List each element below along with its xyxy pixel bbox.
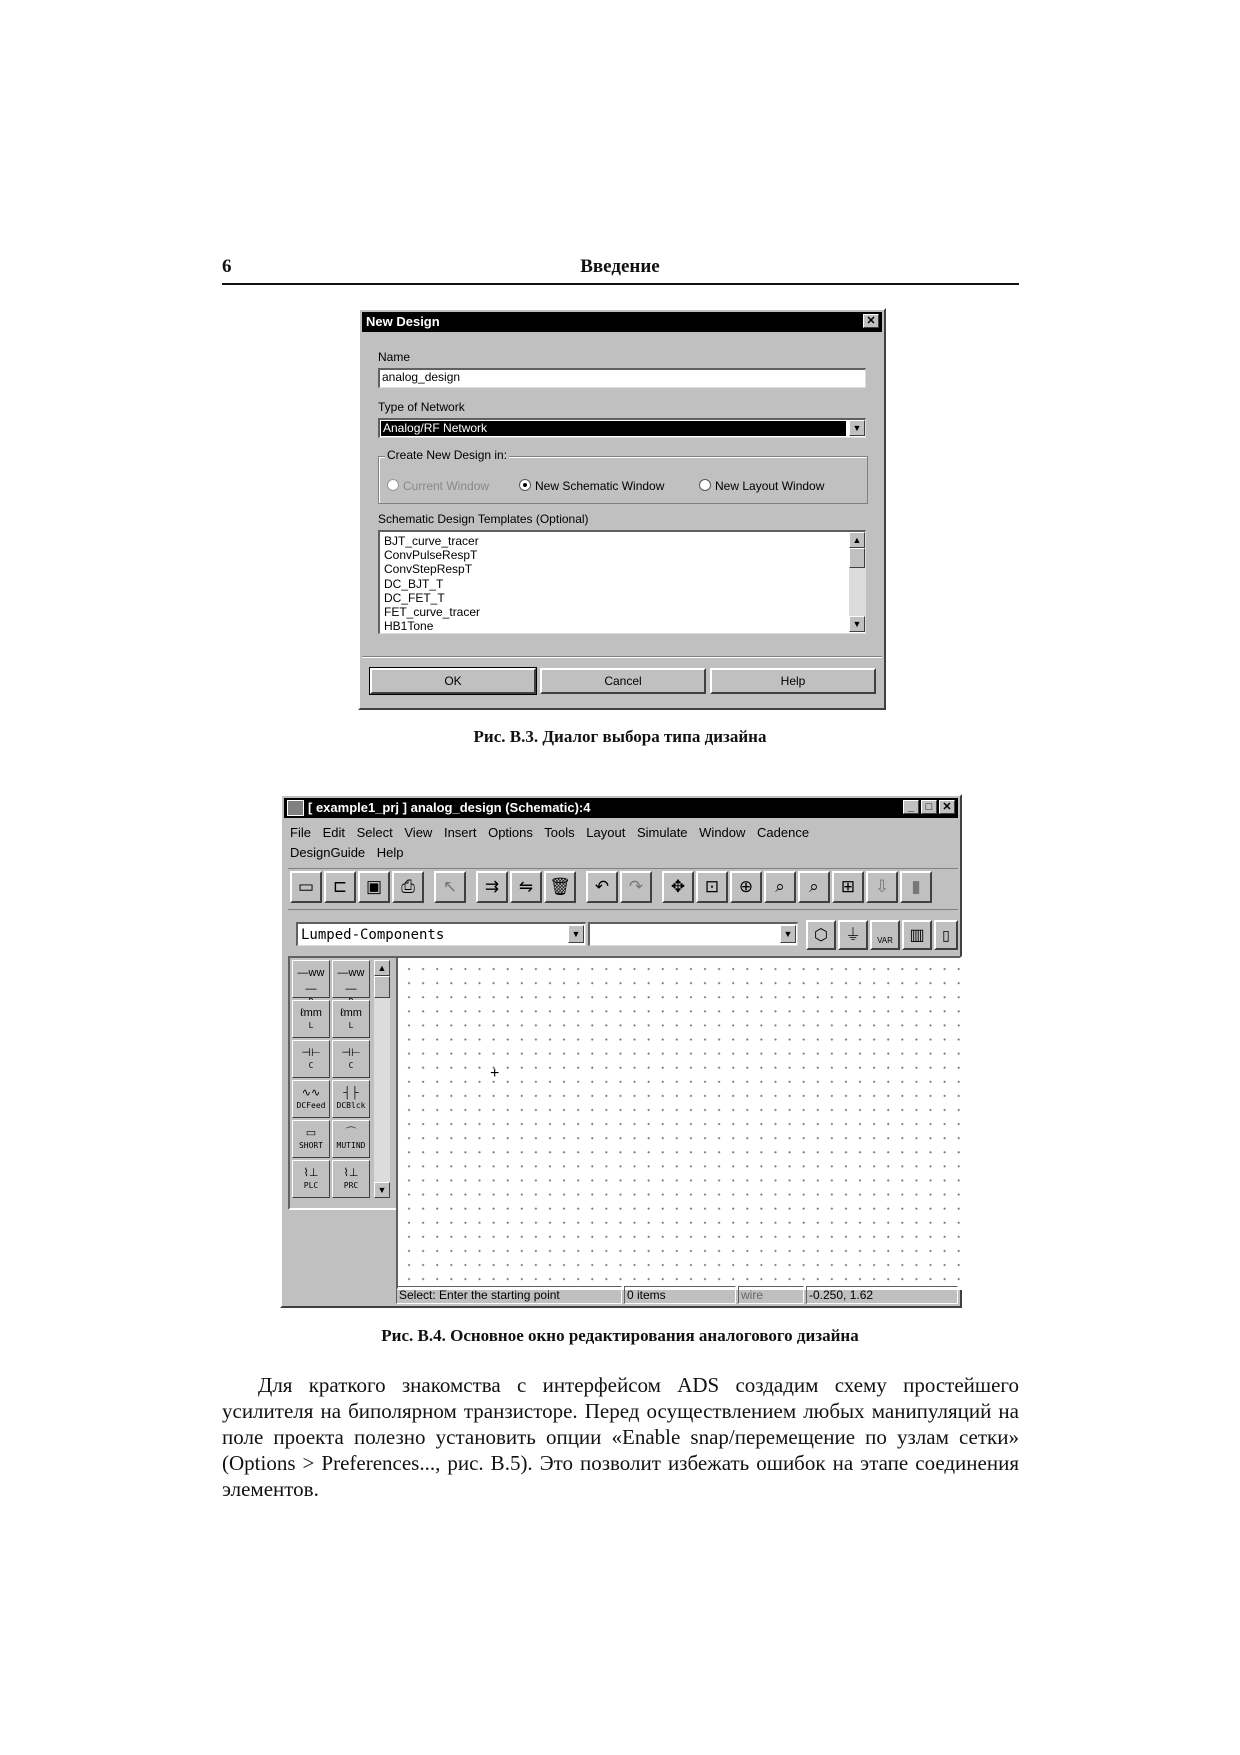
ground-icon[interactable]: ⏚ [838, 920, 868, 950]
inductor-box-icon: ℓmm [340, 1007, 362, 1019]
scroll-up-icon[interactable]: ▲ [849, 532, 865, 548]
prc-icon: ⌇⊥ [343, 1167, 359, 1179]
status-item-count: 0 items [624, 1286, 736, 1304]
window-title: [ example1_prj ] analog_design (Schematic):4 [308, 800, 591, 815]
palette-item-dcblock[interactable] [332, 1080, 370, 1118]
pointer-icon[interactable]: ↖ [434, 871, 466, 903]
menu-simulate[interactable]: Simulate [636, 825, 688, 840]
list-item[interactable]: DC_FET_T [384, 590, 445, 605]
menu-help[interactable]: Help [376, 845, 404, 860]
dialog-title: New Design [366, 314, 440, 329]
short-icon: ▭ [305, 1127, 317, 1139]
minimize-icon[interactable]: _ [903, 800, 919, 814]
maximize-icon[interactable]: □ [921, 800, 937, 814]
palette-combo[interactable] [296, 922, 586, 946]
palette-scrollbar[interactable] [374, 960, 390, 1198]
save-icon[interactable]: ▣ [358, 871, 390, 903]
crosshair-cursor: + [490, 1065, 500, 1082]
scroll-down-icon[interactable]: ▼ [374, 1182, 390, 1198]
menu-window[interactable]: Window [699, 825, 746, 840]
menu-view[interactable]: View [404, 825, 433, 840]
menu-tools[interactable]: Tools [544, 825, 575, 840]
display-template-icon[interactable]: ▯ [934, 920, 958, 950]
scroll-thumb[interactable] [849, 548, 865, 568]
flip-vertical-icon[interactable]: ⇋ [510, 871, 542, 903]
redo-icon[interactable]: ↷ [620, 871, 652, 903]
help-button[interactable]: Help [710, 668, 876, 694]
zoom-plus-icon[interactable]: ⌕ [764, 871, 796, 903]
capacitor-box-icon: ⊣⊢ [341, 1047, 361, 1059]
palette-item-label: L [308, 1021, 314, 1030]
schematic-canvas[interactable] [396, 956, 962, 1290]
status-mode: wire [738, 1286, 804, 1304]
scroll-down-icon[interactable]: ▼ [849, 616, 865, 632]
radio-layout-label: New Layout Window [715, 479, 825, 493]
zoom-out-icon[interactable]: ⌕ [798, 871, 830, 903]
fit-view-icon[interactable]: ⊞ [832, 871, 864, 903]
delete-trash-icon[interactable]: 🗑 [544, 871, 576, 903]
radio-selected-icon [519, 479, 531, 491]
radio-schematic-label: New Schematic Window [535, 479, 665, 493]
menu-layout[interactable]: Layout [586, 825, 626, 840]
palette-item-r[interactable] [292, 960, 330, 998]
palette-item-label: DCBlck [336, 1101, 366, 1110]
list-item[interactable]: FET_curve_tracer [384, 605, 481, 620]
create-in-group [378, 448, 868, 504]
zoom-in-icon[interactable]: ⊕ [730, 871, 762, 903]
inductor-icon: ℓmm [300, 1007, 322, 1019]
menu-file[interactable]: File [290, 825, 311, 840]
push-down-icon[interactable]: ⇩ [866, 871, 898, 903]
resistor-icon: —ww— [297, 967, 325, 995]
menu-bar [290, 823, 940, 863]
chevron-down-icon[interactable]: ▼ [568, 925, 584, 943]
zoom-area-icon[interactable]: ⊡ [696, 871, 728, 903]
palette-item-prc[interactable] [332, 1160, 370, 1198]
menu-options[interactable]: Options [488, 825, 533, 840]
cancel-button[interactable]: Cancel [540, 668, 706, 694]
scroll-thumb[interactable] [374, 976, 390, 998]
move-icon[interactable]: ✥ [662, 871, 694, 903]
figure-caption-b3: Рис. В.3. Диалог выбора типа дизайна [473, 727, 767, 746]
palette-item-label: C [308, 1061, 314, 1070]
radio-new-schematic[interactable] [519, 479, 664, 493]
type-select[interactable] [378, 418, 866, 438]
ok-button[interactable]: OK [370, 668, 536, 694]
close-icon[interactable]: ✕ [863, 314, 879, 328]
list-item[interactable]: ConvStepRespT [384, 562, 473, 577]
port-icon[interactable]: ⬡ [806, 920, 836, 950]
schematic-window [280, 794, 962, 1308]
window-titlebar [284, 798, 958, 818]
name-label: Name [378, 350, 411, 364]
palette-item-label: MUTIND [336, 1141, 366, 1150]
palette-item-c[interactable] [292, 1040, 330, 1078]
dialog-titlebar [362, 312, 882, 332]
var-icon[interactable] [870, 920, 900, 950]
radio-current-window[interactable] [387, 479, 489, 493]
list-item[interactable]: DC_BJT_T [384, 576, 444, 591]
component-history-combo[interactable] [588, 922, 798, 946]
palette-item-label: L [348, 1021, 354, 1030]
new-design-dialog [358, 308, 886, 710]
palette-item-label: PRC [343, 1181, 359, 1190]
chevron-down-icon[interactable]: ▼ [780, 925, 796, 943]
scroll-up-icon[interactable]: ▲ [374, 960, 390, 976]
status-bar [396, 1286, 958, 1304]
type-label: Type of Network [378, 400, 465, 414]
dcfeed-icon: ∿∿ [301, 1087, 321, 1099]
palette-item-label: PLC [303, 1181, 319, 1190]
palette-item-l-box[interactable] [332, 1000, 370, 1038]
palette-item-label: C [348, 1061, 354, 1070]
page-number: 6 [222, 256, 232, 277]
button-separator [362, 656, 882, 658]
templates-list[interactable] [378, 530, 866, 634]
body-paragraph: Для краткого знакомства с интерфейсом ADS создадим схему простейшего усилителя на биполярном транзисторе. Перед осуществлением любых манипуляций на поле проекта полезно установить опции «Enable snap/перемещение по узлам сетки» (Options > Preferences..., рис. В.5). Это позволит избежать ошибок на этапе соединения элементов. [222, 1373, 1019, 1501]
menu-cadence[interactable]: Cadence [757, 825, 810, 840]
status-message: Select: Enter the starting point [396, 1286, 622, 1304]
group-label: Create New Design in: [387, 448, 508, 462]
dcblock-icon: ┤├ [343, 1087, 359, 1099]
name-input[interactable]: analog_design [378, 368, 866, 388]
menu-insert[interactable]: Insert [443, 825, 477, 840]
radio-new-layout[interactable] [699, 479, 824, 493]
palette-item-label: SHORT [298, 1141, 324, 1150]
radio-icon [699, 479, 711, 491]
palette-item-label: DCFeed [296, 1101, 326, 1110]
palette-item-l[interactable] [292, 1000, 330, 1038]
close-icon[interactable]: ✕ [939, 800, 955, 814]
type-selected-value: Analog/RF Network [381, 421, 846, 436]
header-rule [222, 283, 1019, 285]
templates-label: Schematic Design Templates (Optional) [378, 512, 589, 526]
app-icon [287, 800, 304, 816]
list-item[interactable]: BJT_curve_tracer [384, 534, 479, 548]
pop-up-icon[interactable]: ▮ [900, 871, 932, 903]
mutind-icon: ⌒ [345, 1127, 357, 1139]
palette-item-dcfeed[interactable] [292, 1080, 330, 1118]
palette-item-plc[interactable] [292, 1160, 330, 1198]
menu-designguide[interactable]: DesignGuide [290, 845, 366, 860]
palette-item-short[interactable] [292, 1120, 330, 1158]
new-file-icon[interactable]: ▭ [290, 871, 322, 903]
print-icon[interactable]: ⎙ [392, 871, 424, 903]
palette-item-mutind[interactable] [332, 1120, 370, 1158]
toolbar [288, 868, 958, 910]
palette-item-c-box[interactable] [332, 1040, 370, 1078]
chevron-down-icon[interactable]: ▼ [849, 420, 865, 436]
open-folder-icon[interactable]: ⊏ [324, 871, 356, 903]
status-coordinates: -0.250, 1.62 [806, 1286, 958, 1304]
list-item[interactable]: ConvPulseRespT [384, 548, 478, 563]
resistor-box-icon: —ww— [337, 967, 365, 995]
flip-horizontal-icon[interactable]: ⇉ [476, 871, 508, 903]
simulate-icon[interactable]: ▥ [902, 920, 932, 950]
palette-item-r-box[interactable] [332, 960, 370, 998]
menu-edit[interactable]: Edit [322, 825, 345, 840]
undo-icon[interactable]: ↶ [586, 871, 618, 903]
figure-caption-b4: Рис. В.4. Основное окно редактирования аналогового дизайна [381, 1326, 859, 1345]
list-item[interactable]: HB1Tone [384, 619, 434, 634]
radio-current-label: Current Window [403, 479, 490, 493]
list-scrollbar[interactable] [849, 532, 865, 632]
radio-icon [387, 479, 399, 491]
palette-combo-value: Lumped-Components [301, 927, 445, 943]
var-label: VAR [877, 936, 893, 945]
running-title: Введение [580, 256, 660, 277]
plc-icon: ⌇⊥ [303, 1167, 319, 1179]
menu-select[interactable]: Select [356, 825, 393, 840]
component-palette [288, 956, 398, 1210]
capacitor-icon: ⊣⊢ [301, 1047, 321, 1059]
